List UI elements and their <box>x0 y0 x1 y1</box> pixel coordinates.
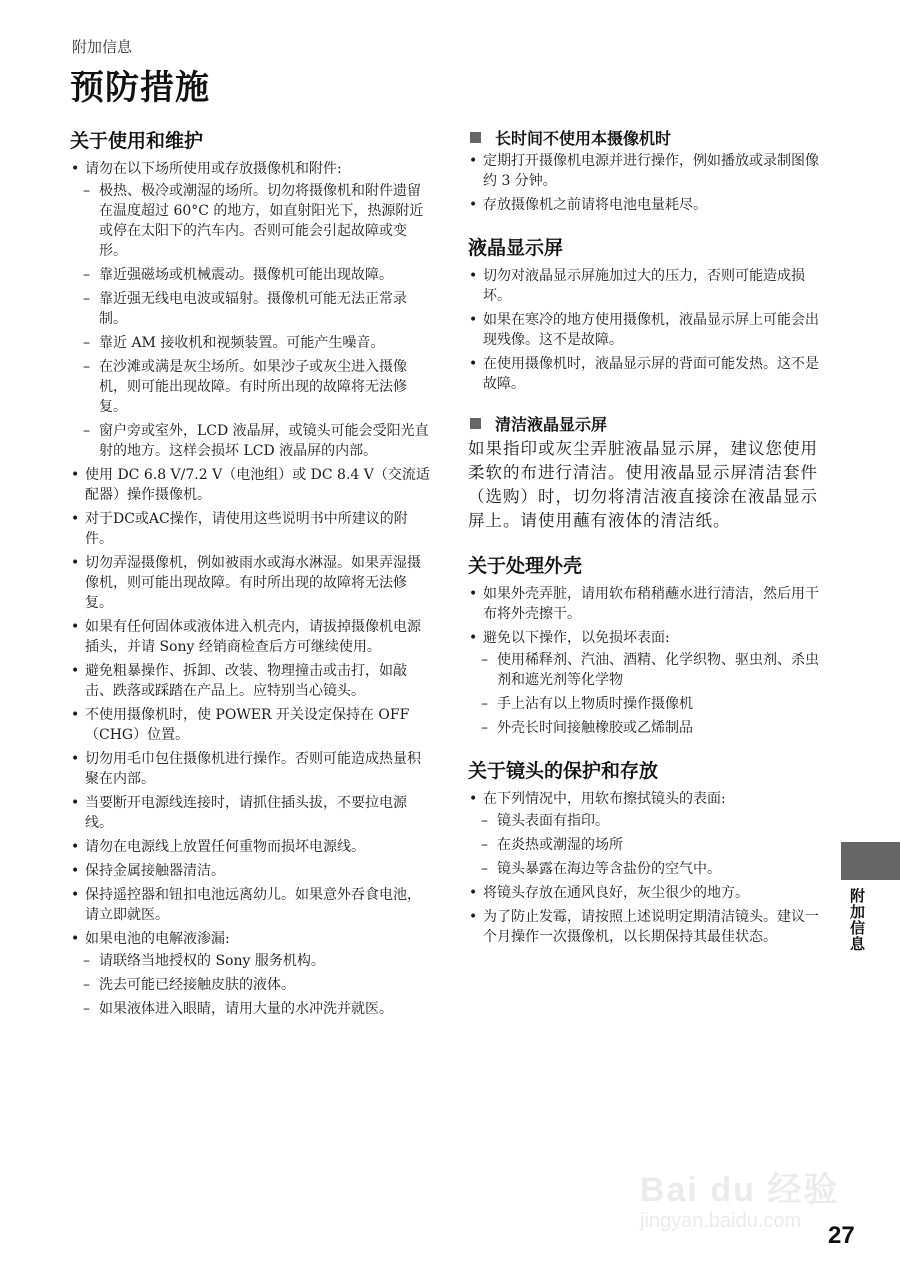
watermark-url: jingyan.baidu.com <box>640 1210 802 1232</box>
list-item: • 如果电池的电解液渗漏: – 请联络当地授权的 Sony 服务机构。 – 洗去可能已经接触皮肤的液体。 – 如果液体进入眼睛，请用大量的水冲洗并就医。 <box>70 929 430 1019</box>
sub-item: – 靠近 AM 接收机和视频装置。可能产生噪音。 <box>83 333 430 353</box>
long-storage-list <box>468 151 828 215</box>
heading-lcd-clean: 清洁液晶显示屏 <box>468 412 828 435</box>
list-item: • 在下列情况中，用软布擦拭镜头的表面: – 镜头表面有指印。 – 在炎热或潮湿的场所 – 镜头暴露在海边等含盐份的空气中。 <box>468 789 828 879</box>
page-number: 27 <box>828 1222 855 1249</box>
list-item: • 避免粗暴操作、拆卸、改装、物理撞击或击打，如敲击、跌落或踩踏在产品上。应特别当心镜头。 <box>70 661 430 701</box>
heading-long-storage: 长时间不使用本摄像机时 <box>468 126 828 149</box>
list-item: • 存放摄像机之前请将电池电量耗尽。 <box>468 195 828 215</box>
list-item: • 对于DC或AC操作，请使用这些说明书中所建议的附件。 <box>70 509 430 549</box>
sub-item: – 极热、极冷或潮湿的场所。切勿将摄像机和附件遗留在温度超过 60°C 的地方，如直射阳光下，热源附近或停在太阳下的汽车内。否则可能会引起故障或变形。 <box>83 181 430 261</box>
sub-item: – 靠近强无线电电波或辐射。摄像机可能无法正常录制。 <box>83 289 430 329</box>
casing-list <box>468 584 828 738</box>
sub-item: – 镜头暴露在海边等含盐份的空气中。 <box>481 859 828 879</box>
sub-item: – 外壳长时间接触橡胶或乙烯制品 <box>481 718 828 738</box>
sub-item: – 镜头表面有指印。 <box>481 811 828 831</box>
sub-item: – 在炎热或潮湿的场所 <box>481 835 828 855</box>
list-item: • 如果有任何固体或液体进入机壳内，请拔掉摄像机电源插头，并请 Sony 经销商检查后方可继续使用。 <box>70 617 430 657</box>
sub-item: – 手上沾有以上物质时操作摄像机 <box>481 694 828 714</box>
square-bullet-icon <box>470 418 481 429</box>
side-tab-marker <box>841 842 900 880</box>
list-item: • 保持遥控器和钮扣电池远离幼儿。如果意外吞食电池，请立即就医。 <box>70 885 430 925</box>
section-label: 附加信息 <box>72 38 133 56</box>
list-item: • 避免以下操作，以免损坏表面: – 使用稀释剂、汽油、酒精、化学织物、驱虫剂、杀虫剂和遮光剂等化学物 – 手上沾有以上物质时操作摄像机 – 外壳长时间接触橡胶或乙烯制品 <box>468 628 828 738</box>
right-column <box>468 126 828 951</box>
heading-use-maintenance: 关于使用和维护 <box>70 130 204 152</box>
sub-item: – 请联络当地授权的 Sony 服务机构。 <box>83 951 430 971</box>
sub-item: – 如果液体进入眼睛，请用大量的水冲洗并就医。 <box>83 999 430 1019</box>
sub-item: – 洗去可能已经接触皮肤的液体。 <box>83 975 430 995</box>
lcd-clean-text: 如果指印或灰尘弄脏液晶显示屏，建议您使用柔软的布进行清洁。使用液晶显示屏清洁套件 （选购）时，切勿将清洁液直接涂在液晶显示屏上。请使用蘸有液体的清洁纸。 <box>468 439 818 530</box>
left-column <box>70 126 430 1023</box>
list-item: • 请勿在电源线上放置任何重物而损坏电源线。 <box>70 837 430 857</box>
sub-item: – 使用稀释剂、汽油、酒精、化学织物、驱虫剂、杀虫剂和遮光剂等化学物 <box>481 650 828 690</box>
list-item: • 定期打开摄像机电源并进行操作，例如播放或录制图像约 3 分钟。 <box>468 151 828 191</box>
list-item: • 如果在寒冷的地方使用摄像机，液晶显示屏上可能会出现残像。这不是故障。 <box>468 310 828 350</box>
sub-item: – 在沙滩或满是灰尘场所。如果沙子或灰尘进入摄像机，则可能出现故障。有时所出现的故障将无法修复。 <box>83 357 430 417</box>
page-title: 预防措施 <box>70 68 210 108</box>
sub-item: – 靠近强磁场或机械震动。摄像机可能出现故障。 <box>83 265 430 285</box>
list-item: • 当要断开电源线连接时，请抓住插头拔，不要拉电源线。 <box>70 793 430 833</box>
list-item: • 切勿对液晶显示屏施加过大的压力，否则可能造成损坏。 <box>468 266 828 306</box>
list-item: • 切勿弄湿摄像机，例如被雨水或海水淋湿。如果弄湿摄像机，则可能出现故障。有时所出现的故障将无法修复。 <box>70 553 430 613</box>
list-item: • 保持金属接触器清洁。 <box>70 861 430 881</box>
heading-lcd: 液晶显示屏 <box>468 237 564 259</box>
list-item: • 使用 DC 6.8 V/7.2 V（电池组）或 DC 8.4 V（交流适配器）操作摄像机。 <box>70 465 430 505</box>
watermark-logo: Bai du 经验 <box>640 1171 840 1209</box>
list-item: • 不使用摄像机时，使 POWER 开关设定保持在 OFF（CHG）位置。 <box>70 705 430 745</box>
heading-lens: 关于镜头的保护和存放 <box>468 760 659 782</box>
square-bullet-icon <box>470 132 481 143</box>
sub-item: – 窗户旁或室外，LCD 液晶屏，或镜头可能会受阳光直射的地方。这样会损坏 LCD 液晶屏的内部。 <box>83 421 430 461</box>
list-item: • 在使用摄像机时，液晶显示屏的背面可能发热。这不是故障。 <box>468 354 828 394</box>
side-tab-label: 附加信息 <box>848 888 866 952</box>
list-item: • 请勿在以下场所使用或存放摄像机和附件: – 极热、极冷或潮湿的场所。切勿将摄像机和附件遗留在温度超过 60°C 的地方，如直射阳光下，热源附近或停在太阳下的汽车内。否则可能会引起故障或变形。 – 靠近强磁场或机械震动。摄像机可能出现故障。 – 靠近强无线电电波或辐射。摄像机可能无法正常录制。 – 靠近 AM 接收机和视频装置。可能产生噪音。 – 在沙滩或满是灰尘场所。如果沙子或灰尘进入摄像机，则可能出现故障。有时所出现的故障将无法修复。 – 窗户旁或室外，LCD 液晶屏，或镜头可能会受阳光直射的地方。这样会损坏 LCD 液晶屏的内部。 <box>70 159 430 461</box>
lcd-list <box>468 266 828 394</box>
list-item: • 切勿用毛巾包住摄像机进行操作。否则可能造成热量积聚在内部。 <box>70 749 430 789</box>
list-item: • 如果外壳弄脏，请用软布稍稍蘸水进行清洁，然后用干布将外壳擦干。 <box>468 584 828 624</box>
heading-casing: 关于处理外壳 <box>468 555 583 577</box>
list-item: • 将镜头存放在通风良好，灰尘很少的地方。 <box>468 883 828 903</box>
lens-list <box>468 789 828 947</box>
list-item: • 为了防止发霉，请按照上述说明定期清洁镜头。建议一个月操作一次摄像机，以长期保持其最佳状态。 <box>468 907 828 947</box>
watermark <box>640 1148 840 1238</box>
use-maintenance-list <box>70 159 430 1019</box>
